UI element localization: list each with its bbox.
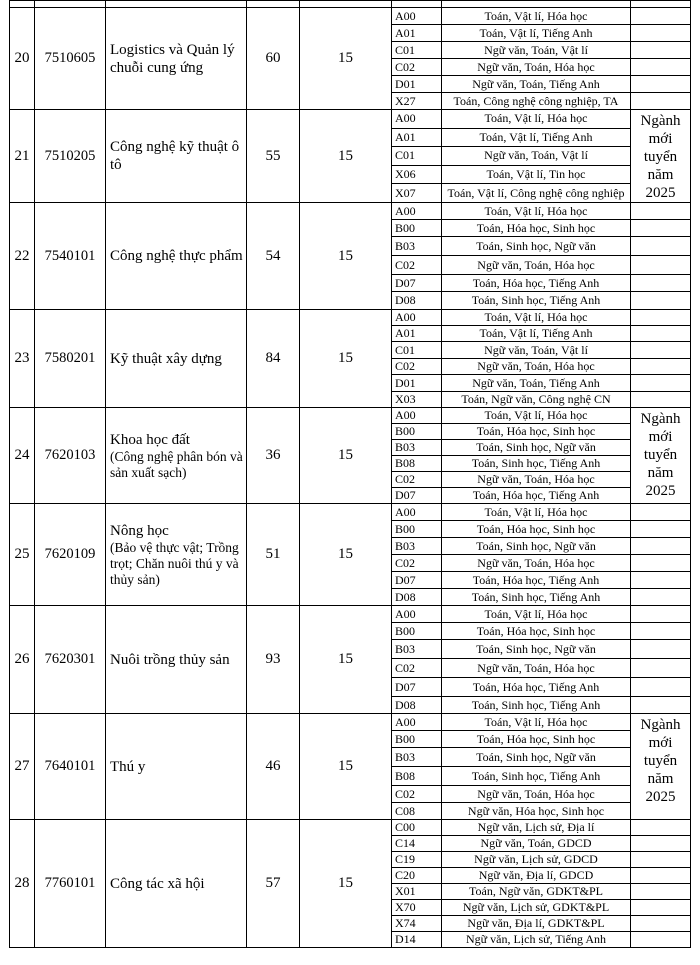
stt-cell: 20 — [10, 8, 35, 110]
note-cell: Ngành mới tuyển năm 2025 — [631, 110, 691, 203]
combination-subjects-cell: Toán, Ngữ văn, GDKT&PL — [442, 884, 631, 900]
quota-cell: 84 — [247, 310, 300, 408]
combination-code-cell: B03 — [392, 748, 442, 767]
combination-code-cell: C01 — [392, 342, 442, 359]
combination-code-cell: A01 — [392, 326, 442, 342]
note-cell: Ngành mới tuyển năm 2025 — [631, 714, 691, 820]
combination-subjects-cell: Ngữ văn, Toán, Hóa học — [442, 472, 631, 488]
major-code-cell: 7540101 — [35, 203, 106, 310]
combination-code-cell: A00 — [392, 110, 442, 129]
combination-code-cell: D14 — [392, 932, 442, 948]
combination-code-cell: A01 — [392, 25, 442, 42]
note-cell — [631, 42, 691, 59]
combination-subjects-cell: Toán, Công nghệ công nghiệp, TA — [442, 93, 631, 110]
note-cell — [631, 555, 691, 572]
major-code-cell: 7760101 — [35, 820, 106, 948]
note-cell — [631, 659, 691, 678]
combination-subjects-cell: Ngữ văn, Toán, Hóa học — [442, 659, 631, 678]
combination-code-cell: X03 — [392, 392, 442, 408]
quota-cell: 93 — [247, 606, 300, 714]
note-cell — [631, 820, 691, 836]
combination-subjects-cell: Toán, Vật lí, Tiếng Anh — [442, 326, 631, 342]
combination-code-cell: A00 — [392, 714, 442, 731]
combination-code-cell: D07 — [392, 488, 442, 504]
combination-code-cell: B03 — [392, 440, 442, 456]
code-cell — [35, 1, 106, 8]
major-name-cell — [106, 606, 247, 714]
table-row — [10, 504, 691, 521]
combination-code-cell: X01 — [392, 884, 442, 900]
combination-code-cell: A00 — [392, 504, 442, 521]
combination-subjects-cell: Toán, Vật lí, Tiếng Anh — [442, 25, 631, 42]
min-score-cell: 15 — [300, 203, 392, 310]
combination-subjects-cell: Toán, Vật lí, Hóa học — [442, 714, 631, 731]
combination-subjects-cell: Toán, Sinh học, Tiếng Anh — [442, 589, 631, 606]
combination-code-cell: C02 — [392, 786, 442, 803]
table-row — [10, 606, 691, 623]
combination-code-cell: A00 — [392, 606, 442, 623]
note-cell — [631, 8, 691, 25]
min-score-cell: 15 — [300, 606, 392, 714]
combination-subjects-cell: Ngữ văn, Lịch sử, GDCD — [442, 852, 631, 868]
major-name-cell — [106, 504, 247, 606]
combination-code-cell: A00 — [392, 310, 442, 326]
combination-subjects-cell: Toán, Hóa học, Sinh học — [442, 623, 631, 640]
combination-subjects-cell: Ngữ văn, Lịch sử, GDKT&PL — [442, 900, 631, 916]
major-code-cell: 7620103 — [35, 408, 106, 504]
combination-subjects-cell: Toán, Vật lí, Hóa học — [442, 310, 631, 326]
quota-cell: 57 — [247, 820, 300, 948]
major-code-cell: 7510605 — [35, 8, 106, 110]
combination-code-cell: B00 — [392, 220, 442, 237]
stt-cell: 22 — [10, 203, 35, 310]
combination-subjects-cell: Toán, Hóa học, Sinh học — [442, 220, 631, 237]
combination-subjects-cell: Toán, Vật lí, Công nghệ công nghiệp — [442, 184, 631, 203]
combination-subjects-cell: Ngữ văn, Hóa học, Sinh học — [442, 803, 631, 820]
note-cell — [631, 203, 691, 220]
combination-subjects-cell: Toán, Hóa học, Sinh học — [442, 731, 631, 748]
combination-code-cell: C02 — [392, 472, 442, 488]
combination-subjects-cell: Ngữ văn, Toán, Hóa học — [442, 359, 631, 375]
combination-subjects-cell: Toán, Sinh học, Ngữ văn — [442, 640, 631, 659]
note-cell — [631, 25, 691, 42]
table-body — [10, 1, 691, 948]
stt-cell: 25 — [10, 504, 35, 606]
combination-code-cell: B00 — [392, 424, 442, 440]
quota-cell — [247, 1, 300, 8]
combination-subjects-cell: Toán, Hóa học, Sinh học — [442, 521, 631, 538]
combination-subjects-cell: Toán, Sinh học, Tiếng Anh — [442, 697, 631, 714]
combination-subjects-cell: Ngữ văn, Toán, Hóa học — [442, 555, 631, 572]
note-cell — [631, 256, 691, 275]
combination-code-cell: A00 — [392, 8, 442, 25]
combination-code-cell: A00 — [392, 408, 442, 424]
note-cell — [631, 392, 691, 408]
min-score-cell: 15 — [300, 110, 392, 203]
table-row — [10, 820, 691, 836]
combination-code-cell: C08 — [392, 803, 442, 820]
combination-code-cell: C02 — [392, 359, 442, 375]
min-score-cell: 15 — [300, 408, 392, 504]
combination-subjects-cell: Toán, Hóa học, Sinh học — [442, 424, 631, 440]
min-score-cell: 15 — [300, 820, 392, 948]
note-cell — [631, 697, 691, 714]
combination-code-cell: A01 — [392, 128, 442, 147]
note-cell — [631, 836, 691, 852]
major-name-cell — [106, 203, 247, 310]
combination-code-cell: B08 — [392, 767, 442, 786]
combination-code-cell: B00 — [392, 623, 442, 640]
subjects-cell — [442, 1, 631, 8]
combination-code-cell: C02 — [392, 555, 442, 572]
note-cell — [631, 900, 691, 916]
note-cell — [631, 59, 691, 76]
combination-code-cell: B03 — [392, 640, 442, 659]
combination-code-cell: C20 — [392, 868, 442, 884]
combination-code-cell: A00 — [392, 203, 442, 220]
note-cell — [631, 504, 691, 521]
note-cell — [631, 640, 691, 659]
table-row — [10, 714, 691, 731]
combination-subjects-cell: Ngữ văn, Toán, Tiếng Anh — [442, 375, 631, 392]
combination-code-cell: C02 — [392, 59, 442, 76]
combination-subjects-cell: Ngữ văn, Toán, Vật lí — [442, 147, 631, 166]
note-cell — [631, 932, 691, 948]
combination-code-cell: B03 — [392, 237, 442, 256]
note-cell — [631, 292, 691, 310]
combination-subjects-cell: Toán, Hóa học, Tiếng Anh — [442, 572, 631, 589]
note-cell — [631, 1, 691, 8]
table-row — [10, 408, 691, 424]
admissions-table — [9, 0, 691, 948]
note-cell — [631, 93, 691, 110]
score-cell — [300, 1, 392, 8]
combination-subjects-cell: Toán, Sinh học, Ngữ văn — [442, 440, 631, 456]
major-name-cell — [106, 110, 247, 203]
note-cell — [631, 237, 691, 256]
major-name-detail: (Bảo vệ thực vật; Trồng trọt; Chăn nuôi thú y và thủy sản) — [110, 539, 239, 587]
stt-cell: 28 — [10, 820, 35, 948]
major-name: Nông học — [110, 522, 169, 539]
combination-subjects-cell: Toán, Vật lí, Hóa học — [442, 606, 631, 623]
combination-code-cell: C00 — [392, 820, 442, 836]
major-code-cell: 7620301 — [35, 606, 106, 714]
major-name: Công tác xã hội — [110, 875, 205, 892]
combination-subjects-cell: Ngữ văn, Toán, Tiếng Anh — [442, 76, 631, 93]
combination-subjects-cell: Toán, Ngữ văn, Công nghệ CN — [442, 392, 631, 408]
combination-subjects-cell: Toán, Vật lí, Hóa học — [442, 8, 631, 25]
stt-cell: 26 — [10, 606, 35, 714]
major-name: Kỹ thuật xây dựng — [110, 350, 222, 367]
min-score-cell: 15 — [300, 714, 392, 820]
note-cell — [631, 275, 691, 292]
major-name: Khoa học đất — [110, 431, 190, 448]
table-row — [10, 110, 691, 129]
note-cell — [631, 538, 691, 555]
quota-cell: 54 — [247, 203, 300, 310]
combination-subjects-cell: Toán, Vật lí, Hóa học — [442, 504, 631, 521]
note-cell — [631, 359, 691, 375]
note-cell — [631, 606, 691, 623]
combination-subjects-cell: Ngữ văn, Toán, Hóa học — [442, 786, 631, 803]
combination-subjects-cell: Toán, Vật lí, Hóa học — [442, 408, 631, 424]
combination-code-cell: C01 — [392, 42, 442, 59]
note-cell — [631, 868, 691, 884]
quota-cell: 60 — [247, 8, 300, 110]
major-name: Nuôi trồng thủy sản — [110, 651, 230, 668]
major-name-cell — [106, 310, 247, 408]
combination-subjects-cell: Toán, Sinh học, Ngữ văn — [442, 748, 631, 767]
note-cell — [631, 623, 691, 640]
major-name-cell — [106, 408, 247, 504]
combination-subjects-cell: Toán, Sinh học, Tiếng Anh — [442, 456, 631, 472]
major-code-cell: 7640101 — [35, 714, 106, 820]
min-score-cell: 15 — [300, 310, 392, 408]
quota-cell: 55 — [247, 110, 300, 203]
stt-cell: 27 — [10, 714, 35, 820]
combination-code-cell: C02 — [392, 659, 442, 678]
combination-subjects-cell: Toán, Sinh học, Tiếng Anh — [442, 767, 631, 786]
combination-code-cell: C01 — [392, 147, 442, 166]
quota-cell: 36 — [247, 408, 300, 504]
major-name-cell — [106, 8, 247, 110]
major-code-cell: 7510205 — [35, 110, 106, 203]
combo-cell — [392, 1, 442, 8]
combination-code-cell: B00 — [392, 731, 442, 748]
note-cell — [631, 852, 691, 868]
combination-subjects-cell: Toán, Hóa học, Tiếng Anh — [442, 488, 631, 504]
combination-code-cell: X70 — [392, 900, 442, 916]
combination-subjects-cell: Toán, Hóa học, Tiếng Anh — [442, 678, 631, 697]
combination-subjects-cell: Toán, Vật lí, Tin học — [442, 165, 631, 184]
combination-code-cell: D01 — [392, 375, 442, 392]
major-name: Thú y — [110, 758, 146, 775]
major-name-cell — [106, 714, 247, 820]
top-border-row — [10, 1, 691, 8]
major-code-cell: 7620109 — [35, 504, 106, 606]
min-score-cell: 15 — [300, 8, 392, 110]
combination-code-cell: B03 — [392, 538, 442, 555]
note-cell — [631, 310, 691, 326]
combination-subjects-cell: Ngữ văn, Địa lí, GDKT&PL — [442, 916, 631, 932]
combination-subjects-cell: Toán, Sinh học, Tiếng Anh — [442, 292, 631, 310]
combination-subjects-cell: Ngữ văn, Lịch sử, Tiếng Anh — [442, 932, 631, 948]
note-cell — [631, 220, 691, 237]
note-cell — [631, 916, 691, 932]
note-cell — [631, 375, 691, 392]
major-name: Công nghệ kỹ thuật ô tô — [110, 139, 240, 173]
combination-code-cell: X27 — [392, 93, 442, 110]
combination-subjects-cell: Toán, Vật lí, Hóa học — [442, 203, 631, 220]
combination-code-cell: D01 — [392, 76, 442, 93]
note-cell — [631, 76, 691, 93]
stt-cell: 21 — [10, 110, 35, 203]
major-name-detail: (Công nghệ phân bón và sản xuất sạch) — [110, 448, 243, 480]
note-cell: Ngành mới tuyển năm 2025 — [631, 408, 691, 504]
combination-subjects-cell: Toán, Vật lí, Tiếng Anh — [442, 128, 631, 147]
combination-subjects-cell: Ngữ văn, Lịch sử, Địa lí — [442, 820, 631, 836]
note-cell — [631, 326, 691, 342]
note-cell — [631, 589, 691, 606]
note-cell — [631, 678, 691, 697]
combination-subjects-cell: Toán, Sinh học, Ngữ văn — [442, 237, 631, 256]
stt-cell — [10, 1, 35, 8]
combination-subjects-cell: Ngữ văn, Toán, Vật lí — [442, 342, 631, 359]
combination-subjects-cell: Ngữ văn, Toán, Hóa học — [442, 256, 631, 275]
combination-code-cell: X07 — [392, 184, 442, 203]
combination-subjects-cell: Toán, Vật lí, Hóa học — [442, 110, 631, 129]
stt-cell: 23 — [10, 310, 35, 408]
name-cell — [106, 1, 247, 8]
major-code-cell: 7580201 — [35, 310, 106, 408]
major-name-cell — [106, 820, 247, 948]
quota-cell: 46 — [247, 714, 300, 820]
combination-subjects-cell: Toán, Hóa học, Tiếng Anh — [442, 275, 631, 292]
combination-subjects-cell: Ngữ văn, Toán, Hóa học — [442, 59, 631, 76]
note-cell — [631, 521, 691, 538]
quota-cell: 51 — [247, 504, 300, 606]
combination-code-cell: C19 — [392, 852, 442, 868]
combination-code-cell: B08 — [392, 456, 442, 472]
combination-code-cell: D07 — [392, 678, 442, 697]
table-row — [10, 310, 691, 326]
combination-code-cell: X06 — [392, 165, 442, 184]
note-cell — [631, 572, 691, 589]
note-cell — [631, 884, 691, 900]
combination-subjects-cell: Ngữ văn, Toán, Vật lí — [442, 42, 631, 59]
major-name: Logistics và Quản lý chuỗi cung ứng — [110, 41, 235, 76]
combination-code-cell: C02 — [392, 256, 442, 275]
combination-subjects-cell: Ngữ văn, Địa lí, GDCD — [442, 868, 631, 884]
combination-code-cell: D08 — [392, 589, 442, 606]
stt-cell: 24 — [10, 408, 35, 504]
combination-code-cell: X74 — [392, 916, 442, 932]
combination-subjects-cell: Ngữ văn, Toán, GDCD — [442, 836, 631, 852]
min-score-cell: 15 — [300, 504, 392, 606]
table-row — [10, 203, 691, 220]
combination-code-cell: D08 — [392, 697, 442, 714]
combination-subjects-cell: Toán, Sinh học, Ngữ văn — [442, 538, 631, 555]
combination-code-cell: D07 — [392, 275, 442, 292]
combination-code-cell: D08 — [392, 292, 442, 310]
combination-code-cell: D07 — [392, 572, 442, 589]
combination-code-cell: C14 — [392, 836, 442, 852]
combination-code-cell: B00 — [392, 521, 442, 538]
note-cell — [631, 342, 691, 359]
table-row — [10, 8, 691, 25]
major-name: Công nghệ thực phẩm — [110, 248, 243, 264]
